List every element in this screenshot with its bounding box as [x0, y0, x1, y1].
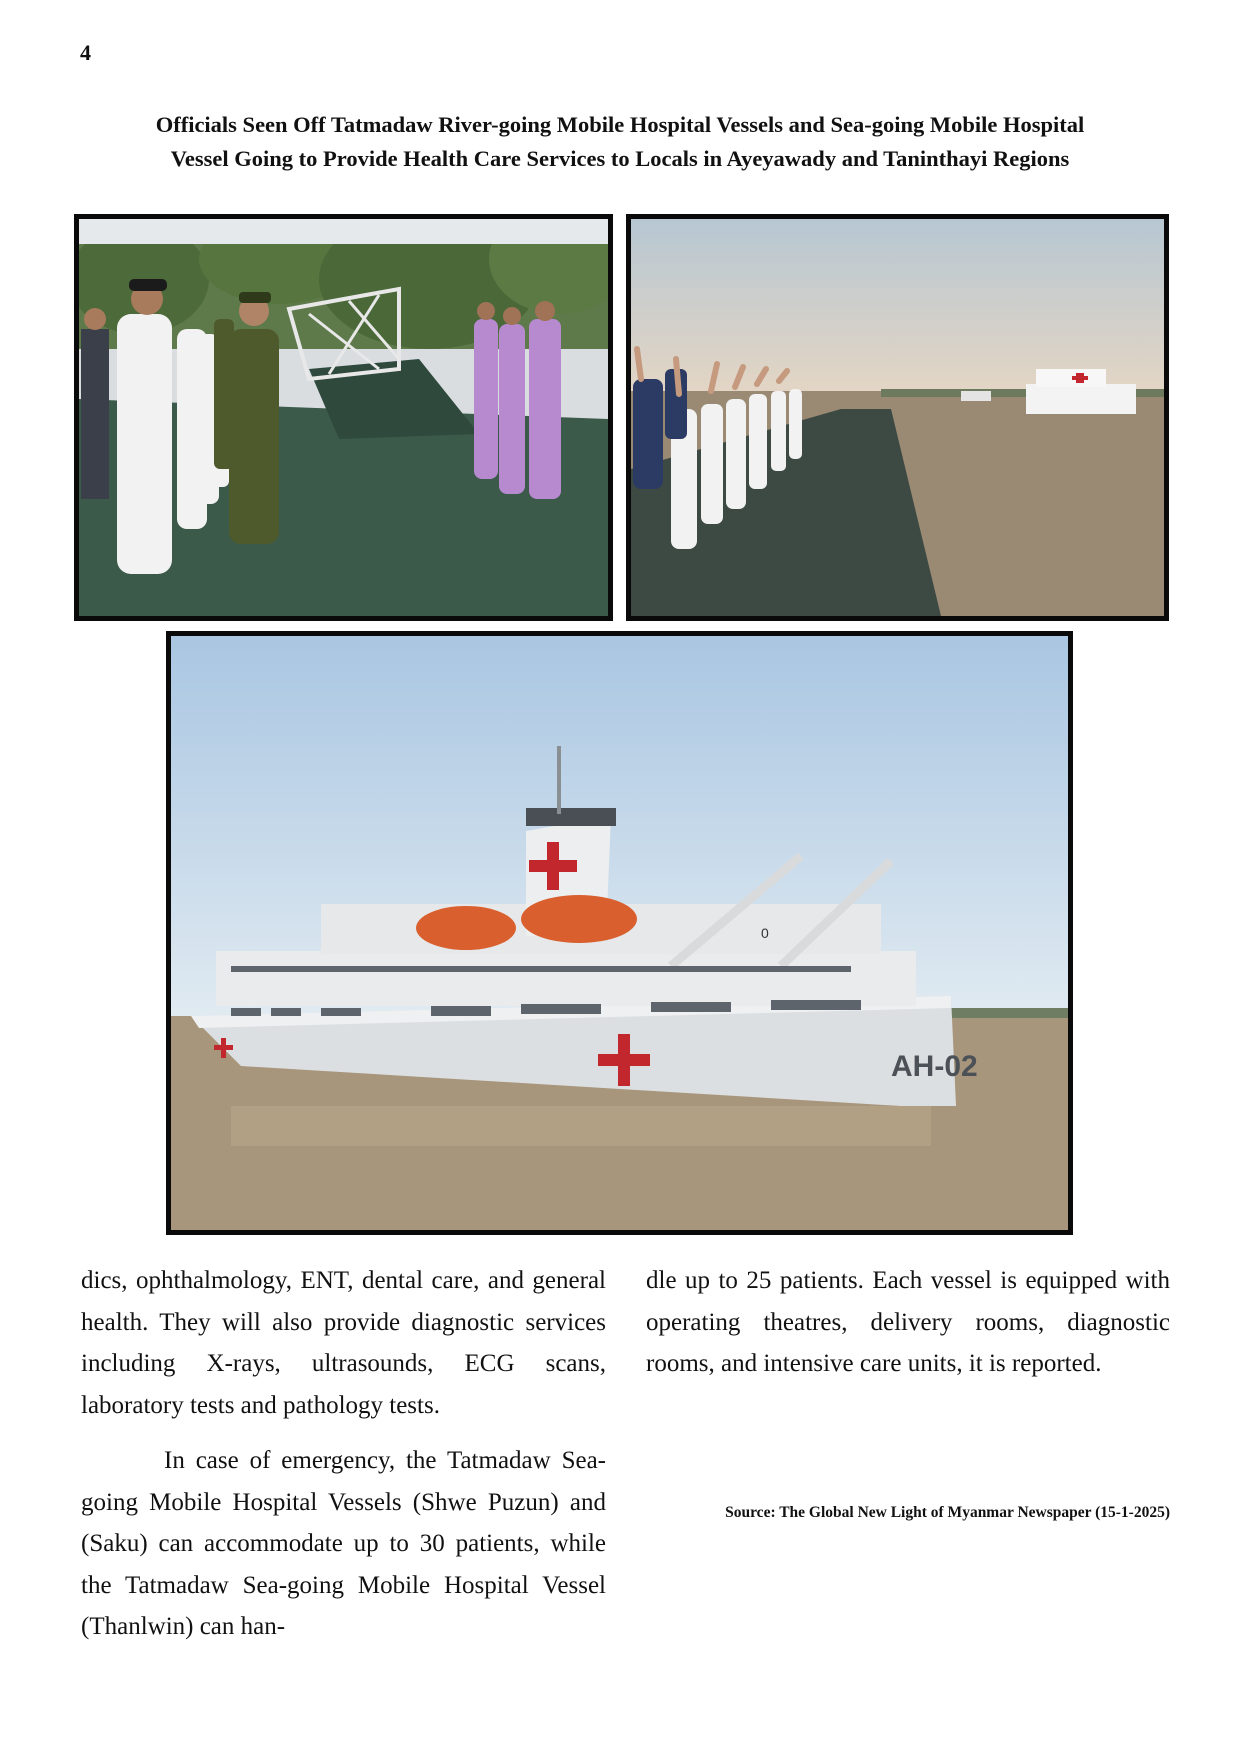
text-column-left	[81, 1260, 606, 1648]
hull-number: AH-02	[891, 1050, 978, 1083]
paragraph-left-2: In case of emergency, the Tatmadaw Sea-going Mobile Hospital Vessels (Shwe Puzun) and (Saku) can accommodate up to 30 patients, while the Tatmadaw Sea-going Mobile Hospital Vessel (Thanlwin) can han-	[81, 1447, 606, 1640]
photo-crew-waving-image	[631, 219, 1164, 616]
headline-line-1: Officials Seen Off Tatmadaw River-going Mobile Hospital Vessels and Sea-going Mobile Hospital	[155, 112, 1085, 137]
photo-officials-handshake-image	[79, 219, 608, 616]
paragraph-left-1: dics, ophthalmology, ENT, dental care, and general health. They will also provide diagnostic services including X-rays, ultrasounds, ECG scans, laboratory tests and pathology tests.	[81, 1267, 606, 1419]
photo-hospital-ship-image	[171, 636, 1068, 1230]
source-citation: Source: The Global New Light of Myanmar Newspaper (15-1-2025)	[725, 1504, 1170, 1521]
photo-officials-handshake	[74, 214, 613, 621]
paragraph-right-1: dle up to 25 patients. Each vessel is equipped with operating theatres, delivery rooms, diagnostic rooms, and intensive care units, it is reported.	[646, 1267, 1170, 1377]
headline	[60, 108, 1180, 176]
headline-line-2: Vessel Going to Provide Health Care Services to Locals in Ayeyawady and Taninthayi Regions	[170, 146, 1070, 171]
deck-number: 0	[761, 925, 769, 941]
photo-crew-waving	[626, 214, 1169, 621]
text-column-right	[646, 1260, 1170, 1385]
photo-hospital-ship	[166, 631, 1073, 1235]
page-number: 4	[80, 40, 91, 65]
